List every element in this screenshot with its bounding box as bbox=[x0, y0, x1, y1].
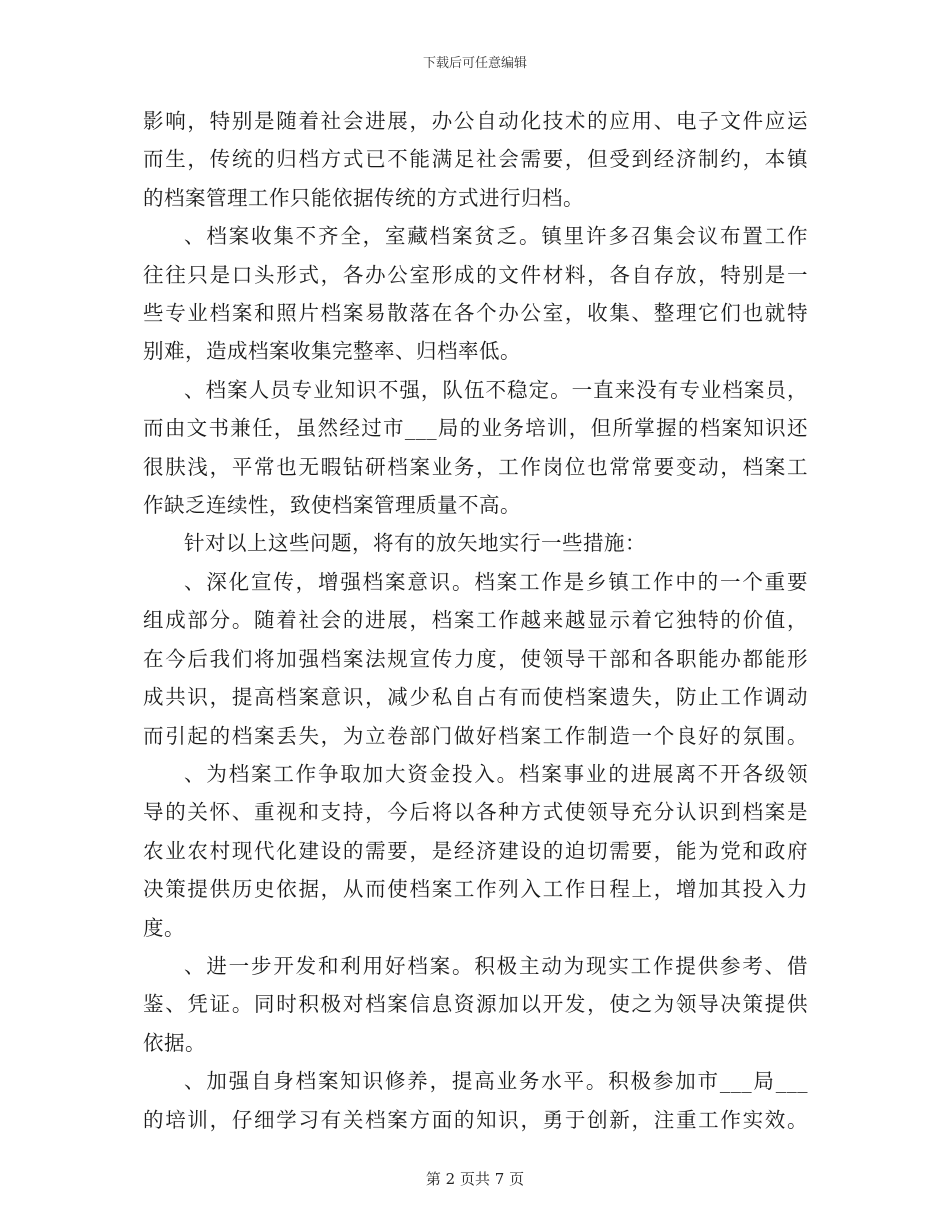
text-line: 而生，传统的归档方式已不能满足社会需要，但受到经济制约，本镇 bbox=[143, 147, 808, 172]
text-line: 影响，特别是随着社会进展，办公自动化技术的应用、电子文件应运 bbox=[143, 109, 808, 133]
text-line: 、深化宣传，增强档案意识。档案工作是乡镇工作中的一个重要 bbox=[184, 569, 808, 594]
paragraph bbox=[143, 371, 808, 525]
paragraph bbox=[143, 563, 808, 755]
text-line: 作缺乏连续性，致使档案管理质量不高。 bbox=[143, 493, 521, 518]
text-line: 依据。 bbox=[143, 1030, 206, 1055]
text-line: 度。 bbox=[143, 915, 185, 940]
text-line: 别难，造成档案收集完整率、归档率低。 bbox=[143, 339, 521, 364]
paragraph bbox=[143, 524, 808, 562]
text-line: 成共识，提高档案意识，减少私自占有而使档案遗失，防止工作调动 bbox=[143, 685, 808, 710]
text-line: 在今后我们将加强档案法规宣传力度，使领导干部和各职能办都能形 bbox=[143, 646, 808, 671]
paragraph bbox=[143, 217, 808, 371]
paragraph bbox=[143, 947, 808, 1062]
text-line: 鉴、凭证。同时积极对档案信息资源加以开发，使之为领导决策提供 bbox=[143, 992, 808, 1017]
paragraph bbox=[143, 755, 808, 947]
text-line: 针对以上这些问题，将有的放矢地实行一些措施： bbox=[184, 531, 646, 556]
page-header: 下载后可任意编辑 bbox=[422, 56, 527, 71]
text-line: 决策提供历史依据，从而使档案工作列入工作日程上，增加其投入力 bbox=[143, 877, 808, 902]
text-line: 、档案收集不齐全，室藏档案贫乏。镇里许多召集会议布置工作 bbox=[184, 224, 808, 249]
text-line: 些专业档案和照片档案易散落在各个办公室，收集、整理它们也就特 bbox=[143, 301, 808, 326]
text-line: 农业农村现代化建设的需要，是经济建设的迫切需要，能为党和政府 bbox=[143, 838, 808, 863]
text-line: 的档案管理工作只能依据传统的方式进行归档。 bbox=[143, 185, 584, 210]
text-line: 、加强自身档案知识修养，提高业务水平。积极参加市___局___ bbox=[184, 1069, 808, 1094]
text-line: 组成部分。随着社会的进展，档案工作越来越显示着它独特的价值， bbox=[143, 608, 808, 633]
text-line: 、进一步开发和利用好档案。积极主动为现实工作提供参考、借 bbox=[184, 953, 808, 978]
text-line: 而引起的档案丢失，为立卷部门做好档案工作制造一个良好的氛围。 bbox=[143, 723, 808, 748]
document-body bbox=[143, 102, 808, 1139]
text-line: 很肤浅，平常也无暇钻研档案业务，工作岗位也常常要变动，档案工 bbox=[143, 454, 808, 479]
paragraph bbox=[143, 102, 808, 217]
page-number: 第 2 页共 7 页 bbox=[425, 1170, 525, 1188]
text-line: 往往只是口头形式，各办公室形成的文件材料，各自存放，特别是一 bbox=[143, 262, 808, 287]
text-line: 的培训，仔细学习有关档案方面的知识，勇于创新，注重工作实效。 bbox=[143, 1107, 808, 1132]
text-line: 、档案人员专业知识不强，队伍不稳定。一直来没有专业档案员， bbox=[184, 377, 808, 402]
paragraph bbox=[143, 1062, 808, 1139]
text-line: 而由文书兼任，虽然经过市___局的业务培训，但所掌握的档案知识还 bbox=[143, 416, 808, 441]
text-line: 、为档案工作争取加大资金投入。档案事业的进展离不开各级领 bbox=[184, 761, 808, 786]
text-line: 导的关怀、重视和支持，今后将以各种方式使领导充分认识到档案是 bbox=[143, 800, 808, 825]
